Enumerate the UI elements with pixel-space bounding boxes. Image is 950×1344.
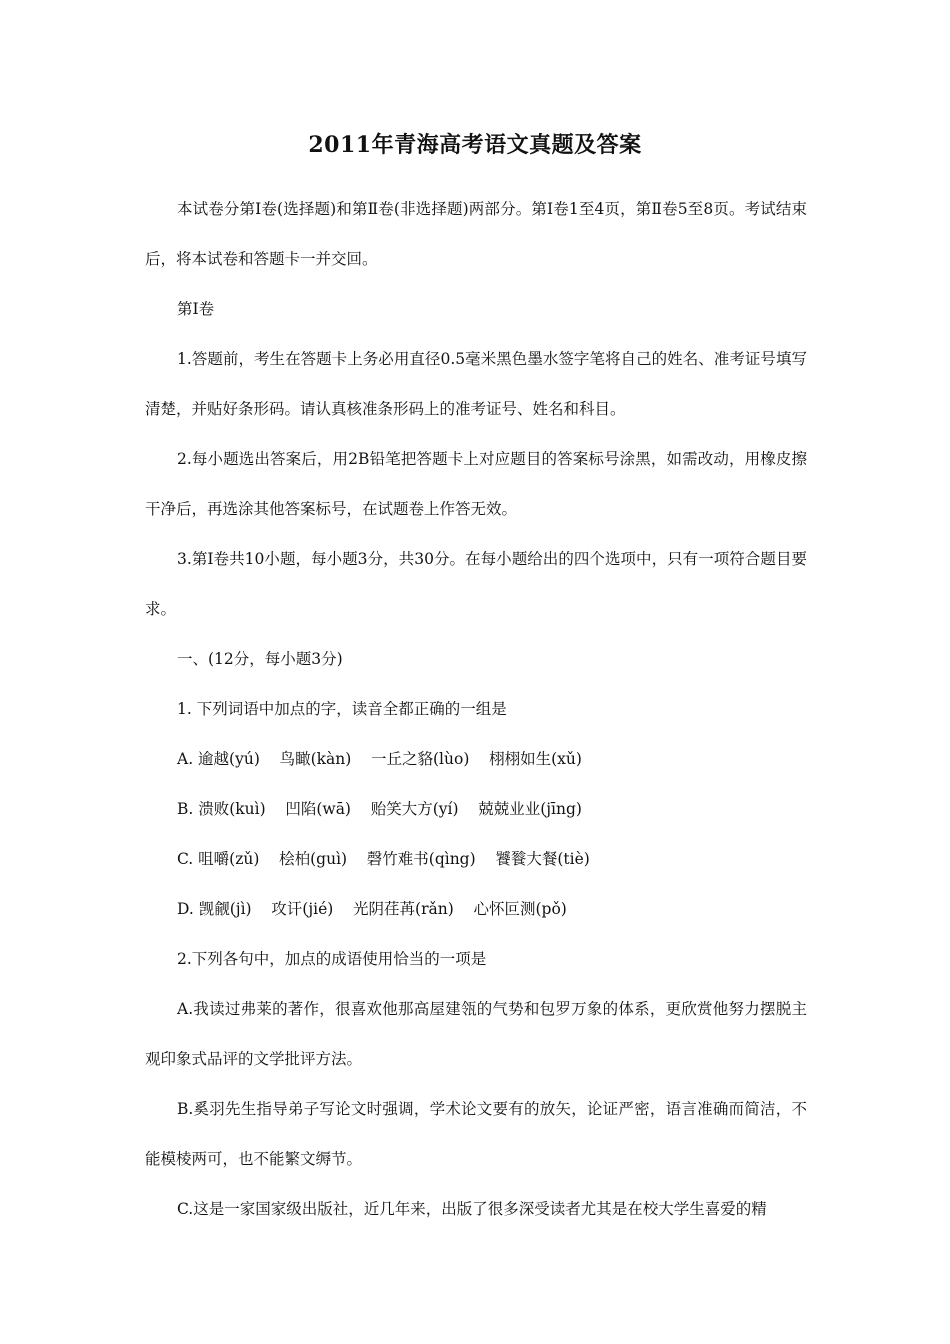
answer-option: C. 咀嚼(zǔ) 桧柏(guì) 磬竹难书(qìng) 饕餮大餐(tiè) [177, 850, 590, 868]
question-stem: 1. 下列词语中加点的字，读音全都正确的一组是 [177, 700, 507, 718]
part-heading: 一、(12分，每小题3分) [177, 650, 343, 668]
section-heading: 第Ⅰ卷 [177, 300, 215, 318]
answer-option: D. 觊觎(jì) 攻讦(jié) 光阴荏苒(rǎn) 心怀叵测(pǒ) [177, 900, 567, 918]
intro-paragraph: 本试卷分第Ⅰ卷(选择题)和第Ⅱ卷(非选择题)两部分。第Ⅰ卷1至4页，第Ⅱ卷5至8页。考试结束后，将本试卷和答题卡一并交回。 [145, 200, 807, 268]
document-body [145, 184, 807, 1234]
answer-option: C.这是一家国家级出版社，近几年来，出版了很多深受读者尤其是在校大学生喜爱的精 [177, 1200, 767, 1218]
answer-option: A.我读过弗莱的著作，很喜欢他那高屋建瓴的气势和包罗万象的体系，更欣赏他努力摆脱主观印象式品评的文学批评方法。 [145, 1000, 807, 1068]
document-title: 2011年青海高考语文真题及答案 [308, 132, 642, 158]
instruction-paragraph: 1.答题前，考生在答题卡上务必用直径0.5毫米黑色墨水签字笔将自己的姓名、准考证号填写清楚，并贴好条形码。请认真核准条形码上的准考证号、姓名和科目。 [145, 350, 807, 418]
answer-option: A. 逾越(yú) 鸟瞰(kàn) 一丘之貉(lùo) 栩栩如生(xǔ) [177, 750, 582, 768]
question-stem: 2.下列各句中，加点的成语使用恰当的一项是 [177, 950, 487, 968]
instruction-paragraph: 2.每小题选出答案后，用2B铅笔把答题卡上对应题目的答案标号涂黑，如需改动，用橡皮擦干净后，再选涂其他答案标号，在试题卷上作答无效。 [145, 450, 807, 518]
answer-option: B. 溃败(kuì) 凹陷(wā) 贻笑大方(yí) 兢兢业业(jīng) [177, 800, 582, 818]
instruction-paragraph: 3.第Ⅰ卷共10小题，每小题3分，共30分。在每小题给出的四个选项中，只有一项符合题目要求。 [145, 550, 807, 618]
answer-option: B.奚羽先生指导弟子写论文时强调，学术论文要有的放矢，论证严密，语言准确而简洁，不能模棱两可，也不能繁文缛节。 [145, 1100, 807, 1168]
